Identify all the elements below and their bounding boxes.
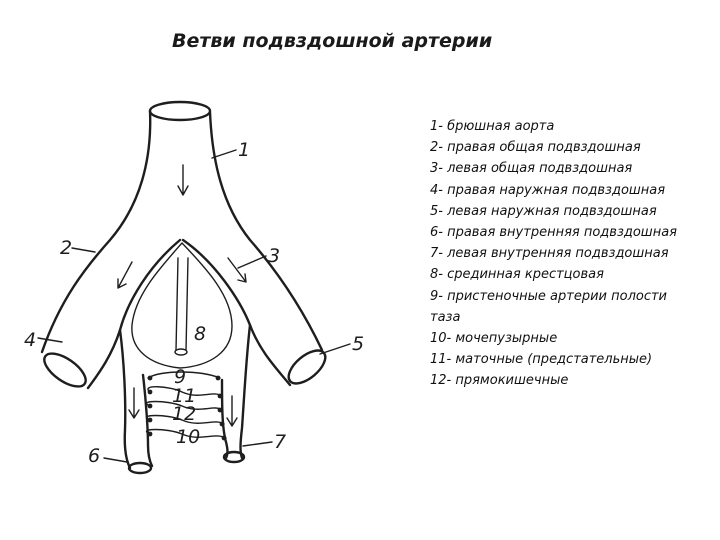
branch-node (216, 376, 221, 381)
diagram-title: Ветви подвздошной артерии (172, 30, 493, 52)
leader-2 (72, 248, 95, 252)
legend-item: 2- правая общая подвздошная (430, 140, 641, 156)
median-sacral-artery (176, 258, 188, 350)
leader-7 (243, 442, 272, 446)
right-internal-outer (120, 330, 130, 468)
label-2: 2 (60, 237, 73, 259)
arrow-down-right-icon (228, 258, 246, 282)
left-external-opening (283, 344, 331, 389)
left-internal-inner (222, 380, 228, 458)
label-8: 8 (194, 323, 207, 345)
legend-item: 6- правая внутренняя подвздошная (430, 225, 677, 241)
label-3: 3 (268, 245, 281, 267)
right-internal-opening (129, 463, 151, 473)
leader-6 (104, 458, 127, 462)
legend-item: 3- левая общая подвздошная (430, 161, 633, 177)
label-11: 11 (172, 385, 197, 407)
legend-item: 1- брюшная аорта (430, 119, 555, 134)
left-outer-contour (210, 112, 322, 350)
branch-node (220, 422, 225, 427)
legend-item: 7- левая внутренняя подвздошная (430, 246, 669, 262)
branch-node (148, 390, 153, 395)
label-1: 1 (238, 139, 251, 161)
label-5: 5 (352, 333, 365, 355)
label-9: 9 (174, 366, 187, 388)
leader-5 (320, 344, 350, 354)
arrow-down-icon (178, 165, 188, 195)
legend-item: таза (430, 309, 461, 325)
branch-node (148, 418, 153, 423)
legend-item: 8- срединная крестцовая (430, 267, 604, 283)
arrow-down-icon (129, 388, 139, 418)
branch-node (218, 394, 223, 399)
label-12: 12 (172, 403, 197, 425)
legend-item: 12- прямокишечные (430, 373, 569, 389)
aorta-opening (150, 102, 210, 120)
branch-node (148, 432, 153, 437)
label-10: 10 (176, 426, 201, 448)
legend-item: 4- правая наружная подвздошная (430, 182, 666, 198)
leader-4 (38, 338, 62, 342)
label-4: 4 (24, 329, 37, 351)
arrow-down-icon (227, 396, 237, 426)
pelvic-cavity (132, 243, 232, 368)
left-internal-outer (241, 325, 251, 458)
legend-item: 10- мочепузырные (430, 331, 558, 347)
legend-item: 11- маточные (предстательные) (430, 352, 653, 368)
leader-3 (238, 256, 266, 268)
label-6: 6 (88, 445, 101, 467)
branch-node (148, 376, 153, 381)
legend-item: 5- левая наружная подвздошная (430, 203, 657, 219)
label-7: 7 (274, 431, 287, 453)
leader-1 (212, 150, 236, 158)
legend-list (430, 116, 715, 392)
right-external-opening (39, 347, 91, 393)
number-labels (24, 139, 364, 467)
branch-node (148, 404, 153, 409)
median-sacral-end (175, 349, 187, 355)
arrow-down-left-icon (118, 262, 132, 288)
legend-item: 9- пристеночные артерии полости (430, 288, 667, 304)
branch-node (218, 408, 223, 413)
branch-node (222, 436, 227, 441)
